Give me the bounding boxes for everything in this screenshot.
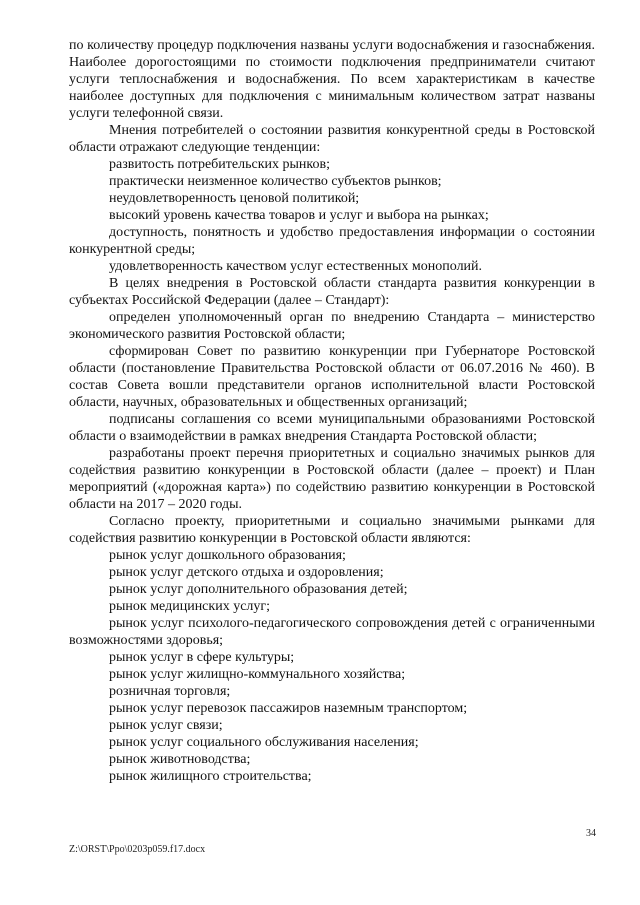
- file-path-footer: Z:\ORST\Ppo\0203p059.f17.docx: [69, 844, 206, 855]
- list-item: рынок медицинских услуг;: [109, 599, 271, 614]
- list-item: рынок услуг дополнительного образования детей;: [109, 582, 408, 597]
- list-item: развитость потребительских рынков;: [109, 157, 330, 172]
- paragraph: Мнения потребителей о состоянии развития конкурентной среды в Ростовской области отражают следующие тенденции:: [69, 123, 595, 155]
- list-item: рынок жилищного строительства;: [109, 769, 312, 784]
- document-body: [69, 37, 595, 785]
- list-item: рынок услуг социального обслуживания населения;: [109, 735, 419, 750]
- list-item: определен уполномоченный орган по внедрению Стандарта – министерство экономического развития Ростовской области;: [69, 310, 595, 342]
- list-item: рынок услуг перевозок пассажиров наземным транспортом;: [109, 701, 468, 716]
- list-item: рынок услуг психолого-педагогического сопровождения детей с ограниченными возможностями здоровья;: [69, 616, 595, 648]
- page-number: 34: [586, 828, 596, 839]
- list-item: подписаны соглашения со всеми муниципальными образованиями Ростовской области о взаимодействии в рамках внедрения Стандарта Ростовской области;: [69, 412, 595, 444]
- list-item: неудовлетворенность ценовой политикой;: [109, 191, 360, 206]
- list-item: высокий уровень качества товаров и услуг и выбора на рынках;: [109, 208, 489, 223]
- list-item: рынок услуг связи;: [109, 718, 223, 733]
- list-item: доступность, понятность и удобство предоставления информации о состоянии конкурентной среды;: [69, 225, 595, 257]
- list-item: разработаны проект перечня приоритетных и социально значимых рынков для содействия развитию конкуренции в Ростовской области (далее – проект) и План мероприятий («дорожная карта») по содействию развитию конкуренции в Ростовской области на 2017 – 2020 годы.: [69, 446, 595, 512]
- paragraph: по количеству процедур подключения названы услуги водоснабжения и газоснабжения. Наиболее дорогостоящими по стоимости подключения предприниматели считают услуги теплоснабжения и водоснабжения. По всем характеристикам в качестве наиболее доступных для подключения с минимальным количеством затрат названы услуги телефонной связи.: [69, 38, 595, 121]
- list-item: рынок услуг в сфере культуры;: [109, 650, 295, 665]
- paragraph: Согласно проекту, приоритетными и социально значимыми рынками для содействия развитию конкуренции в Ростовской области являются:: [69, 514, 595, 546]
- list-item: розничная торговля;: [109, 684, 231, 699]
- list-item: практически неизменное количество субъектов рынков;: [109, 174, 442, 189]
- list-item: сформирован Совет по развитию конкуренции при Губернаторе Ростовской области (постановление Правительства Ростовской области от 06.07.2016 № 460). В состав Совета вошли представители органов исполнительной власти Ростовской области, научных, образовательных и общественных организаций;: [69, 344, 595, 410]
- list-item: рынок услуг детского отдыха и оздоровления;: [109, 565, 384, 580]
- list-item: рынок услуг жилищно-коммунального хозяйства;: [109, 667, 406, 682]
- list-item: удовлетворенность качеством услуг естественных монополий.: [109, 259, 483, 274]
- list-item: рынок услуг дошкольного образования;: [109, 548, 346, 563]
- paragraph: В целях внедрения в Ростовской области стандарта развития конкуренции в субъектах Российской Федерации (далее – Стандарт):: [69, 276, 595, 308]
- list-item: рынок животноводства;: [109, 752, 251, 767]
